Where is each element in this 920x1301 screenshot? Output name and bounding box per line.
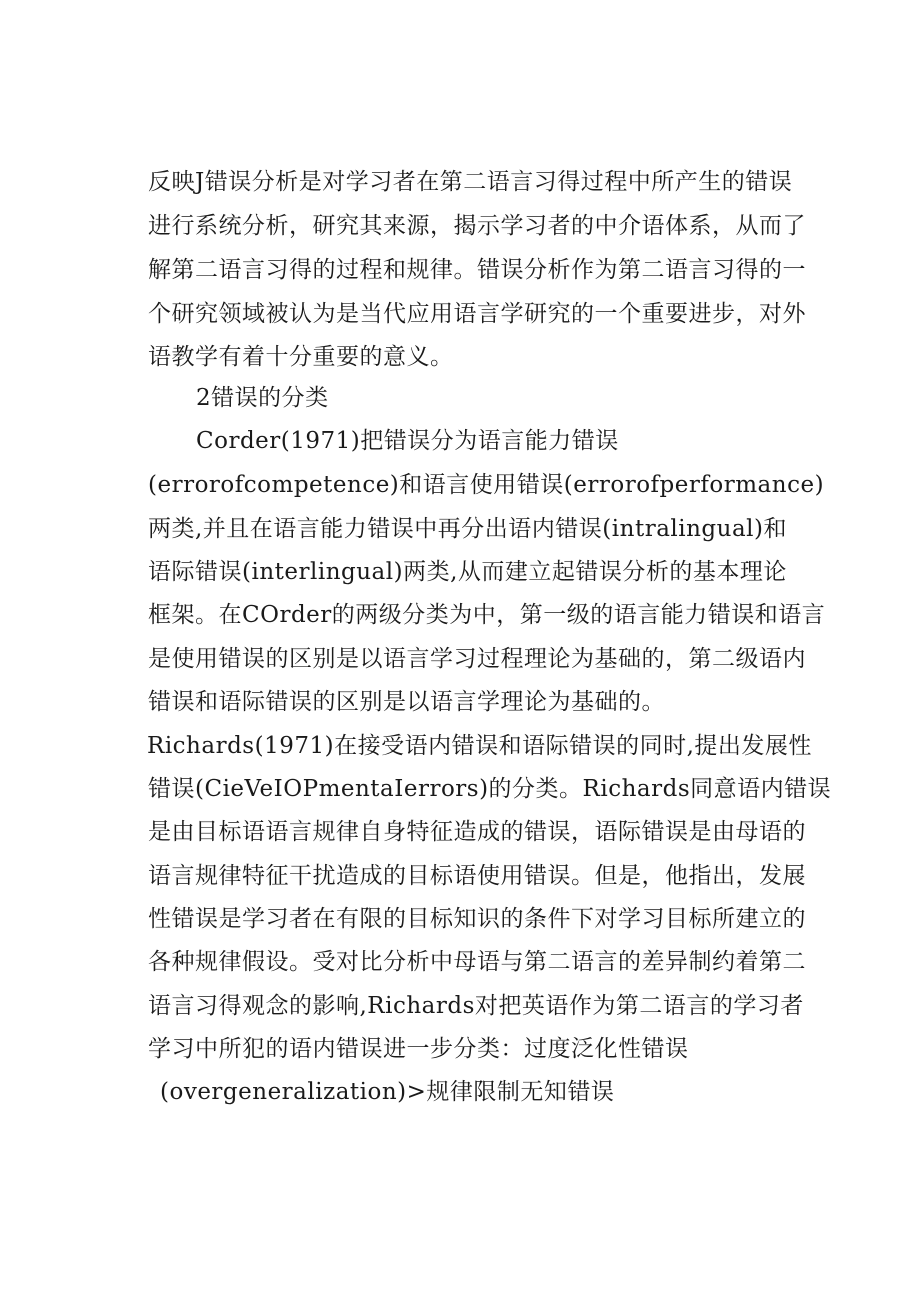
paragraph-line: 错误(CieVeIOPmentaIerrors)的分类。Richards同意语内错误 <box>148 776 832 802</box>
paragraph-line: 语教学有着十分重要的意义。 <box>148 344 454 370</box>
paragraph-line: 各种规律假设。受对比分析中母语与第二语言的差异制约着第二 <box>148 949 806 975</box>
paragraph-line: 个研究领域被认为是当代应用语言学研究的一个重要进步，对外 <box>148 301 806 327</box>
paragraph-line: (overgeneralization)>规律限制无知错误 <box>160 1079 615 1105</box>
paragraph-line: 学习中所犯的语内错误进一步分类：过度泛化性错误 <box>148 1036 689 1062</box>
paragraph-line: Richards(1971)在接受语内错误和语际错误的同时,提出发展性 <box>147 733 812 759</box>
section-heading: 2错误的分类 <box>196 385 329 411</box>
paragraph-line: 解第二语言习得的过程和规律。错误分析作为第二语言习得的一 <box>148 257 806 283</box>
paragraph-line: 进行系统分析，研究其来源，揭示学习者的中介语体系，从而了 <box>148 213 806 239</box>
paragraph-line: 反映J错误分析是对学习者在第二语言习得过程中所产生的错误 <box>148 169 793 195</box>
paragraph-line: 框架。在COrder的两级分类为中，第一级的语言能力错误和语言 <box>148 602 826 628</box>
paragraph-line: Corder(1971)把错误分为语言能力错误 <box>196 428 619 454</box>
paragraph-line: 语言规律特征干扰造成的目标语使用错误。但是，他指出，发展 <box>148 863 806 889</box>
paragraph-line: 语际错误(interlingual)两类,从而建立起错误分析的基本理论 <box>148 559 787 585</box>
paragraph-line: 错误和语际错误的区别是以语言学理论为基础的。 <box>148 689 665 715</box>
paragraph-line: 两类,并且在语言能力错误中再分出语内错误(intralingual)和 <box>148 516 788 542</box>
paragraph-line: 性错误是学习者在有限的目标知识的条件下对学习目标所建立的 <box>148 906 806 932</box>
paragraph-line: 是由目标语语言规律自身特征造成的错误，语际错误是由母语的 <box>148 819 806 845</box>
paragraph-line: 语言习得观念的影响,Richards对把英语作为第二语言的学习者 <box>148 993 804 1019</box>
paragraph-line: 是使用错误的区别是以语言学习过程理论为基础的，第二级语内 <box>148 646 806 672</box>
paragraph-line: (errorofcompetence)和语言使用错误(errorofperformance) <box>148 472 825 498</box>
